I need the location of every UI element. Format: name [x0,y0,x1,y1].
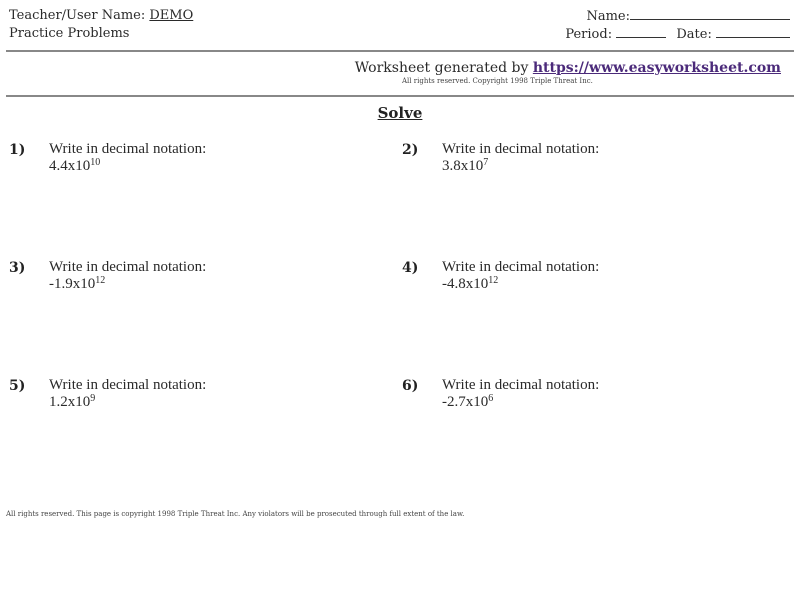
easyworksheet-link[interactable]: https://www.easyworksheet.com [532,60,781,76]
problem-expression: $-1.9x10^{12}$ [49,275,106,292]
problem-expression: $-2.7x10^6$ [442,393,494,410]
problem-expression: $1.2x10^9$ [49,393,96,410]
teacher-name [9,7,193,25]
date-label: Date: [676,27,712,42]
problem-instruction: Write in decimal notation: [442,141,600,157]
period-date-fields [565,25,790,44]
period-blank [616,25,666,38]
section-divider [6,95,794,97]
header-divider [6,50,794,52]
problem-instruction: Write in decimal notation: [442,259,600,275]
problem-number: 4) [402,260,419,276]
generated-by-prefix: Worksheet generated by [354,60,533,76]
problem-number: 1) [9,142,26,158]
problem-number: 5) [9,378,26,394]
header-copyright: All rights reserved. Copyright 1998 Triple Threat Inc. [402,77,593,85]
problem-instruction: Write in decimal notation: [49,141,207,157]
teacher-label: Teacher/User Name: [9,8,150,23]
section-title: Solve [377,104,423,122]
footer-copyright: All rights reserved. This page is copyright 1998 Triple Threat Inc. Any violators will be prosecuted through full extent of the law. [6,510,465,518]
problem-expression: $3.8x10^7$ [442,157,489,174]
problem-number: 2) [402,142,419,158]
date-blank [716,25,790,38]
problem-instruction: Write in decimal notation: [49,377,207,393]
name-label: Name: [586,9,630,24]
problem-instruction: Write in decimal notation: [49,259,207,275]
name-blank [630,7,790,20]
problem-expression: $4.4x10^{10}$ [49,157,101,174]
worksheet-subtitle: Practice Problems [9,26,130,41]
period-label: Period: [565,27,613,42]
generated-by [355,59,781,77]
problem-instruction: Write in decimal notation: [442,377,600,393]
teacher-value: DEMO [149,8,194,23]
problem-number: 6) [402,378,419,394]
problem-number: 3) [9,260,26,276]
student-name-field [586,7,790,26]
problem-expression: $-4.8x10^{12}$ [442,275,499,292]
